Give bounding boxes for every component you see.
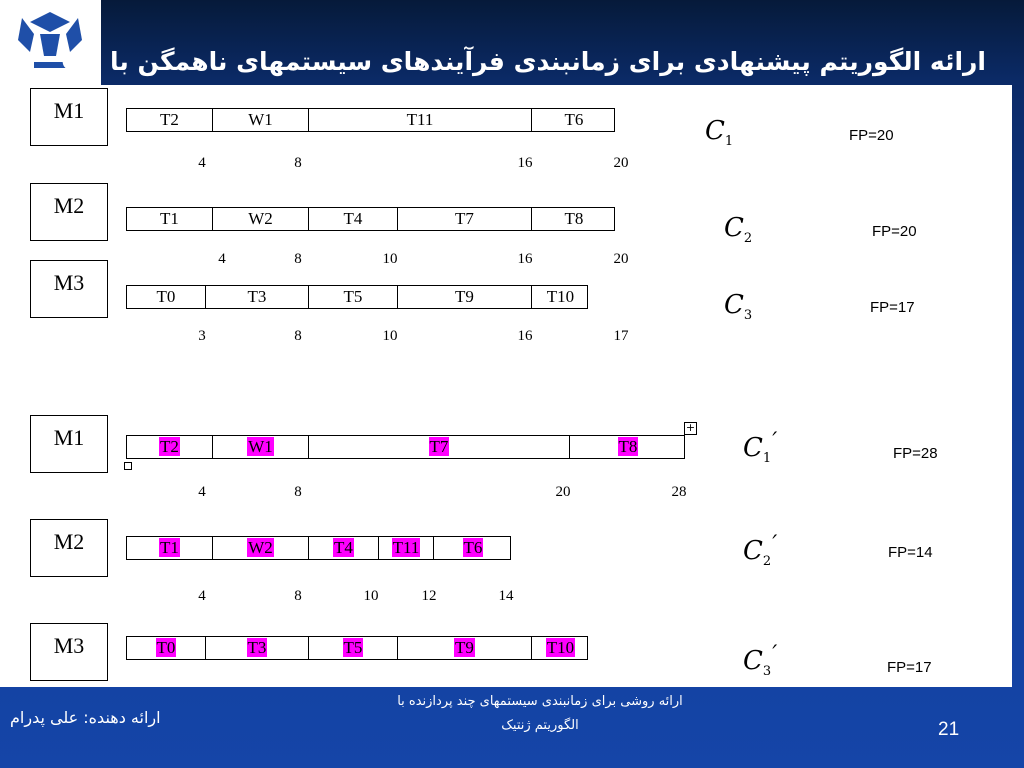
time-tick-label: 8 xyxy=(294,588,302,604)
time-tick-label: 4 xyxy=(218,251,226,267)
fitness-value-5: FP=14 xyxy=(888,544,933,561)
chromosome-symbol: C xyxy=(724,290,744,320)
time-tick-label: 4 xyxy=(198,155,206,171)
task-label: W1 xyxy=(248,110,273,129)
task-cell xyxy=(205,286,308,308)
task-label: T11 xyxy=(392,538,420,557)
prime-mark: ′ xyxy=(772,642,778,667)
task-cell xyxy=(308,637,397,659)
time-tick-label: 4 xyxy=(198,484,206,500)
task-label: T3 xyxy=(247,638,267,657)
chromosome-label-4 xyxy=(743,429,778,467)
task-cell xyxy=(308,537,378,559)
chromosome-symbol: C xyxy=(743,536,763,566)
task-cell xyxy=(531,208,616,230)
chromosome-symbol: C xyxy=(743,433,763,463)
task-cell xyxy=(397,637,531,659)
time-tick-label: 8 xyxy=(294,155,302,171)
task-cell xyxy=(212,436,308,458)
chromosome-label-2 xyxy=(724,213,752,246)
slide-title: ارائه الگوریتم پیشنهادی برای زمانبندی فرآیندهای سیستمهای ناهمگن با GA xyxy=(61,47,986,76)
task-cell xyxy=(397,286,531,308)
chromosome-symbol: C xyxy=(705,116,725,146)
task-cell xyxy=(127,109,212,131)
chromosome-subscript: 2 xyxy=(762,554,772,570)
move-handle-icon[interactable]: + xyxy=(685,421,696,434)
time-tick-label: 8 xyxy=(294,328,302,344)
time-tick-label: 4 xyxy=(198,588,206,604)
time-tick-label: 8 xyxy=(294,484,302,500)
task-cell xyxy=(378,537,433,559)
footer-caption-line2: الگوریتم ژنتیک xyxy=(501,718,579,733)
task-cell xyxy=(212,537,308,559)
task-cell xyxy=(433,537,512,559)
task-cell xyxy=(569,436,686,458)
fitness-value-4: FP=28 xyxy=(893,445,938,462)
chromosome-subscript: 2 xyxy=(743,231,753,247)
time-tick-label: 10 xyxy=(382,251,398,267)
machine-box-1: M1 xyxy=(30,88,108,146)
chromosome-subscript: 3 xyxy=(762,664,772,680)
chromosome-subscript: 1 xyxy=(724,134,734,150)
task-label: T0 xyxy=(156,287,176,306)
task-label: T6 xyxy=(463,538,483,557)
chromosome-label-3 xyxy=(724,290,752,323)
task-cell xyxy=(127,637,205,659)
task-cell xyxy=(531,286,589,308)
task-label: T5 xyxy=(343,287,363,306)
time-tick-label: 16 xyxy=(517,155,533,171)
task-cell xyxy=(212,208,308,230)
time-tick-label: 20 xyxy=(555,484,571,500)
time-tick-label: 12 xyxy=(421,588,437,604)
chromosome-label-5 xyxy=(743,532,778,570)
chromosome-label-1 xyxy=(705,116,733,149)
presenter-name: ارائه دهنده: علی پدرام xyxy=(10,708,161,727)
schedule-bar-4 xyxy=(126,435,685,459)
machine-box-5: M2 xyxy=(30,519,108,577)
task-label: T4 xyxy=(343,209,363,228)
footer-caption-line1: ارائه روشی برای زمانبندی سیستمهای چند پردازنده با xyxy=(397,694,683,709)
task-label: W2 xyxy=(248,538,273,557)
task-label: T7 xyxy=(455,209,474,228)
task-cell xyxy=(397,208,531,230)
task-cell xyxy=(308,286,397,308)
task-cell xyxy=(212,109,308,131)
time-tick-label: 17 xyxy=(613,328,629,344)
footer-caption xyxy=(360,690,720,738)
chromosome-symbol: C xyxy=(724,213,744,243)
time-tick-label: 20 xyxy=(613,251,629,267)
fitness-value-3: FP=17 xyxy=(870,299,915,316)
task-label: W2 xyxy=(248,209,273,228)
task-label: T9 xyxy=(455,287,474,306)
schedule-bar-3 xyxy=(126,285,588,309)
schedule-bar-1 xyxy=(126,108,615,132)
chromosome-subscript: 3 xyxy=(743,308,753,324)
task-label: T6 xyxy=(564,110,584,129)
prime-mark: ′ xyxy=(772,429,778,454)
fitness-value-1: FP=20 xyxy=(849,127,894,144)
schedule-bar-5 xyxy=(126,536,511,560)
task-cell xyxy=(308,436,569,458)
task-cell xyxy=(531,637,589,659)
time-tick-label: 28 xyxy=(671,484,687,500)
schedule-bar-6 xyxy=(126,636,588,660)
task-label: T0 xyxy=(156,638,176,657)
chromosome-symbol: C xyxy=(743,646,763,676)
task-label: T7 xyxy=(429,437,449,456)
task-label: T1 xyxy=(160,538,179,557)
task-label: T9 xyxy=(455,638,474,657)
time-tick-label: 14 xyxy=(498,588,514,604)
machine-box-3: M3 xyxy=(30,260,108,318)
task-cell xyxy=(127,286,205,308)
time-tick-label: 10 xyxy=(382,328,398,344)
task-cell xyxy=(308,208,397,230)
task-label: T3 xyxy=(247,287,267,306)
task-label: T4 xyxy=(334,538,353,557)
time-tick-label: 20 xyxy=(613,155,629,171)
fitness-value-6: FP=17 xyxy=(887,659,932,676)
task-label: T8 xyxy=(564,209,584,228)
task-label: T2 xyxy=(160,110,179,129)
time-tick-label: 16 xyxy=(517,251,533,267)
machine-box-4: M1 xyxy=(30,415,108,473)
prime-mark: ′ xyxy=(772,532,778,557)
time-tick-label: 8 xyxy=(294,251,302,267)
chromosome-subscript: 1 xyxy=(762,451,772,467)
task-label: W1 xyxy=(248,437,273,456)
page-number: 21 xyxy=(938,719,960,740)
time-tick-label: 16 xyxy=(517,328,533,344)
time-tick-label: 3 xyxy=(198,328,206,344)
task-cell xyxy=(127,208,212,230)
task-label: T10 xyxy=(546,287,575,306)
resize-handle-icon[interactable] xyxy=(124,462,132,470)
schedule-bar-2 xyxy=(126,207,615,231)
task-label: T11 xyxy=(406,110,434,129)
task-label: T1 xyxy=(160,209,179,228)
time-tick-label: 10 xyxy=(363,588,379,604)
machine-box-6: M3 xyxy=(30,623,108,681)
chromosome-label-6 xyxy=(743,642,778,680)
fitness-value-2: FP=20 xyxy=(872,223,917,240)
task-cell xyxy=(308,109,531,131)
task-label: T2 xyxy=(160,437,179,456)
task-cell xyxy=(531,109,616,131)
task-cell xyxy=(127,436,212,458)
task-label: T10 xyxy=(546,638,575,657)
task-label: T5 xyxy=(343,638,363,657)
task-label: T8 xyxy=(618,437,638,456)
task-cell xyxy=(205,637,308,659)
machine-box-2: M2 xyxy=(30,183,108,241)
task-cell xyxy=(127,537,212,559)
